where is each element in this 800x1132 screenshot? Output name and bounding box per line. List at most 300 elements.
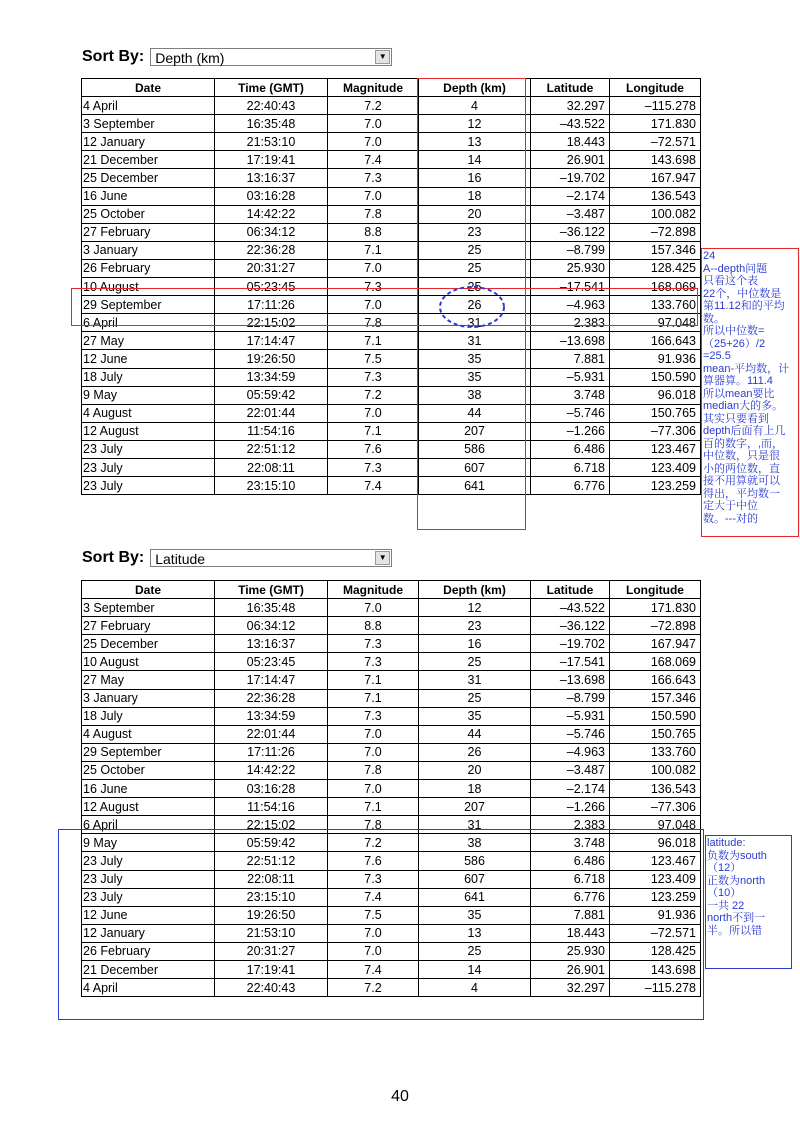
table-row (82, 725, 701, 743)
table-cell: 22:51:12 (215, 852, 328, 870)
table-cell: 13:34:59 (215, 368, 328, 386)
table-cell: 7.3 (328, 169, 419, 187)
table-cell: 166.643 (610, 332, 701, 350)
table-cell: 7.1 (328, 332, 419, 350)
table-cell: 22:51:12 (215, 440, 328, 458)
table-cell: 25.930 (531, 942, 610, 960)
header-row (82, 581, 701, 599)
note-line: depth后面有上几 (703, 425, 786, 437)
table-cell: 29 September (82, 296, 215, 314)
note-line: 一共 22 (707, 899, 745, 912)
table-cell: 17:14:47 (215, 671, 328, 689)
table-cell: 91.936 (610, 350, 701, 368)
table-cell: –5.746 (531, 404, 610, 422)
table-cell: 97.048 (610, 314, 701, 332)
table-cell: 16 June (82, 780, 215, 798)
table-cell: 6.486 (531, 440, 610, 458)
table-cell: 23 July (82, 477, 215, 495)
table-cell: 14 (419, 151, 531, 169)
table-cell: 16 June (82, 187, 215, 205)
table-cell: 96.018 (610, 386, 701, 404)
table-cell: 16 (419, 169, 531, 187)
table-cell: 17:11:26 (215, 296, 328, 314)
table-cell: 12 August (82, 422, 215, 440)
table-cell: 18 (419, 780, 531, 798)
table-cell: 157.346 (610, 689, 701, 707)
table-cell: 17:19:41 (215, 960, 328, 978)
table-cell: 12 June (82, 350, 215, 368)
table-cell: –19.702 (531, 169, 610, 187)
table-row (82, 404, 701, 422)
table-cell: 23 (419, 617, 531, 635)
table-cell: 21:53:10 (215, 133, 328, 151)
table-cell: 7.2 (328, 97, 419, 115)
table-cell: 16:35:48 (215, 599, 328, 617)
table-cell: 26 February (82, 942, 215, 960)
table-cell: 26.901 (531, 151, 610, 169)
table-cell: 7.3 (328, 278, 419, 296)
table-cell: 23 July (82, 440, 215, 458)
table-cell: 25.930 (531, 259, 610, 277)
table-cell: 10 August (82, 653, 215, 671)
table-cell: –8.799 (531, 689, 610, 707)
note-line: 24 (703, 250, 716, 262)
table-cell: –4.963 (531, 743, 610, 761)
table-cell: 23 July (82, 870, 215, 888)
table-cell: –72.571 (610, 924, 701, 942)
table-cell: –115.278 (610, 97, 701, 115)
column-header: Time (GMT) (215, 581, 328, 599)
table-cell: 6 April (82, 816, 215, 834)
table-cell: –19.702 (531, 635, 610, 653)
table-cell: 6 April (82, 314, 215, 332)
table-cell: 3 January (82, 241, 215, 259)
dropdown-arrow-icon[interactable]: ▼ (375, 50, 390, 64)
median-rows-highlight (71, 288, 698, 326)
table-cell: 44 (419, 404, 531, 422)
table-cell: 7.3 (328, 653, 419, 671)
table-cell: 7.0 (328, 404, 419, 422)
depth-median-note (701, 248, 799, 537)
table-cell: 3 September (82, 599, 215, 617)
table-cell: 22:15:02 (215, 314, 328, 332)
table-cell: 12 (419, 599, 531, 617)
header-row (82, 79, 701, 97)
table-cell: 32.297 (531, 97, 610, 115)
note-line: 只看这个表 (703, 275, 758, 287)
table-cell: –3.487 (531, 205, 610, 223)
table-cell: 25 October (82, 205, 215, 223)
table-cell: 17:19:41 (215, 151, 328, 169)
table-cell: –5.746 (531, 725, 610, 743)
table-cell: –43.522 (531, 599, 610, 617)
note-line: 数。---对的 (703, 512, 758, 525)
table-cell: 7.0 (328, 187, 419, 205)
north-rows-highlight (58, 829, 704, 1020)
table-cell: 16 (419, 635, 531, 653)
earthquake-table-by-depth (81, 78, 701, 495)
table-cell: 123.409 (610, 870, 701, 888)
table-cell: 13:16:37 (215, 635, 328, 653)
note-line: （12） (707, 862, 742, 874)
table-cell: 3.748 (531, 834, 610, 852)
table-cell: –17.541 (531, 653, 610, 671)
median-values-circle (437, 284, 507, 330)
table-cell: 7.6 (328, 852, 419, 870)
table-cell: 31 (419, 314, 531, 332)
note-line: median大的多。 (703, 400, 784, 412)
table-cell: 150.765 (610, 725, 701, 743)
column-header: Longitude (610, 581, 701, 599)
table-cell: 14 (419, 960, 531, 978)
table-cell: –72.898 (610, 617, 701, 635)
table-cell: 7.0 (328, 296, 419, 314)
column-header: Depth (km) (419, 79, 531, 97)
column-header: Time (GMT) (215, 79, 328, 97)
table-cell: 123.467 (610, 440, 701, 458)
table-cell: 31 (419, 671, 531, 689)
table-cell: 7.0 (328, 780, 419, 798)
table-cell: 7.1 (328, 798, 419, 816)
table-cell: 25 December (82, 169, 215, 187)
table-cell: –77.306 (610, 422, 701, 440)
table-cell: 13:16:37 (215, 169, 328, 187)
table-cell: 18 July (82, 368, 215, 386)
table-cell: 207 (419, 798, 531, 816)
table-cell: 7.3 (328, 368, 419, 386)
table-cell: 7.4 (328, 960, 419, 978)
table-cell: 27 May (82, 671, 215, 689)
note-line: 小的两位数，直 (703, 462, 780, 475)
table-row (82, 689, 701, 707)
table-cell: 20:31:27 (215, 259, 328, 277)
table-cell: 06:34:12 (215, 617, 328, 635)
column-header: Magnitude (328, 79, 419, 97)
table-cell: –36.122 (531, 617, 610, 635)
table-cell: –72.898 (610, 223, 701, 241)
note-line: 算器算。111.4 (703, 375, 773, 387)
table-cell: 32.297 (531, 979, 610, 997)
table-row (82, 599, 701, 617)
note-line: （10） (707, 887, 742, 899)
table-cell: 7.3 (328, 635, 419, 653)
table-cell: 22:36:28 (215, 241, 328, 259)
table-cell: –77.306 (610, 798, 701, 816)
table-cell: 22:08:11 (215, 870, 328, 888)
table-cell: 7.1 (328, 422, 419, 440)
table-row (82, 241, 701, 259)
table-cell: 100.082 (610, 205, 701, 223)
table-cell: 18 July (82, 707, 215, 725)
note-line: =25.5 (703, 350, 731, 362)
table-cell: 29 September (82, 743, 215, 761)
table-cell: 586 (419, 852, 531, 870)
table-cell: 7.0 (328, 599, 419, 617)
table-cell: 23 July (82, 458, 215, 476)
table-cell: 607 (419, 870, 531, 888)
table-cell: 7.0 (328, 133, 419, 151)
table-cell: 31 (419, 332, 531, 350)
table-cell: 22:36:28 (215, 689, 328, 707)
table-row (82, 798, 701, 816)
column-header: Depth (km) (419, 581, 531, 599)
table-cell: 7.8 (328, 761, 419, 779)
table-cell: 136.543 (610, 780, 701, 798)
table-cell: 7.3 (328, 458, 419, 476)
sort-label: Sort By: (82, 48, 145, 65)
table-cell: 7.0 (328, 725, 419, 743)
sort-bar-latitude (82, 549, 392, 567)
table-cell: 123.259 (610, 477, 701, 495)
table-cell: 136.543 (610, 187, 701, 205)
table-cell: 100.082 (610, 761, 701, 779)
table-cell: 27 February (82, 223, 215, 241)
note-line: latitude: (707, 837, 746, 849)
table-cell: 22:01:44 (215, 725, 328, 743)
table-cell: 22:01:44 (215, 404, 328, 422)
table-cell: –1.266 (531, 798, 610, 816)
table-cell: 7.1 (328, 689, 419, 707)
table-cell: 14:42:22 (215, 205, 328, 223)
table-cell: –2.174 (531, 780, 610, 798)
note-line: A--depth问题 (703, 262, 768, 275)
table-cell: 23 July (82, 888, 215, 906)
table-cell: 18.443 (531, 133, 610, 151)
table-cell: –8.799 (531, 241, 610, 259)
table-cell: 22:40:43 (215, 979, 328, 997)
table-cell: 6.776 (531, 477, 610, 495)
table-cell: 6.718 (531, 870, 610, 888)
table-cell: 20 (419, 761, 531, 779)
table-cell: 38 (419, 386, 531, 404)
table-cell: –115.278 (610, 979, 701, 997)
table-cell: 171.830 (610, 115, 701, 133)
table-cell: 21:53:10 (215, 924, 328, 942)
table-cell: 7.0 (328, 942, 419, 960)
table-cell: 3.748 (531, 386, 610, 404)
table-cell: –3.487 (531, 761, 610, 779)
table-row (82, 115, 701, 133)
table-cell: 23 July (82, 852, 215, 870)
table-cell: 7.8 (328, 816, 419, 834)
table-cell: 641 (419, 477, 531, 495)
table-cell: 128.425 (610, 942, 701, 960)
table-cell: 133.760 (610, 743, 701, 761)
table-cell: 12 June (82, 906, 215, 924)
table-cell: –36.122 (531, 223, 610, 241)
note-line: mean-平均数，计 (703, 362, 790, 375)
sort-select-value: Latitude (155, 551, 206, 567)
table-cell: 8.8 (328, 617, 419, 635)
table-row (82, 350, 701, 368)
note-line: 负数为south (707, 849, 767, 862)
table-cell: 6.776 (531, 888, 610, 906)
column-header: Longitude (610, 79, 701, 97)
table-row (82, 187, 701, 205)
note-line: 所以mean要比 (703, 387, 775, 400)
column-header: Latitude (531, 79, 610, 97)
table-cell: 17:14:47 (215, 332, 328, 350)
table-cell: 06:34:12 (215, 223, 328, 241)
table-row (82, 97, 701, 115)
table-cell: 171.830 (610, 599, 701, 617)
table-cell: 23:15:10 (215, 888, 328, 906)
table-cell: 26 February (82, 259, 215, 277)
table-cell: 91.936 (610, 906, 701, 924)
table-row (82, 259, 701, 277)
table-cell: 25 (419, 259, 531, 277)
dropdown-arrow-icon[interactable]: ▼ (375, 551, 390, 565)
note-line: 半。所以错 (707, 924, 762, 937)
table-row (82, 477, 701, 495)
table-cell: 31 (419, 816, 531, 834)
table-cell: 14:42:22 (215, 761, 328, 779)
table-cell: 26 (419, 743, 531, 761)
table-cell: 3 September (82, 115, 215, 133)
table-cell: 13 (419, 133, 531, 151)
table-cell: 123.409 (610, 458, 701, 476)
table-cell: 7.2 (328, 386, 419, 404)
table-cell: 20:31:27 (215, 942, 328, 960)
table-cell: 4 August (82, 404, 215, 422)
table-cell: 2.383 (531, 816, 610, 834)
note-line: 定大于中位 (703, 500, 758, 512)
table-cell: 6.486 (531, 852, 610, 870)
table-row (82, 671, 701, 689)
table-cell: 7.0 (328, 924, 419, 942)
table-cell: 18.443 (531, 924, 610, 942)
table-cell: 11:54:16 (215, 798, 328, 816)
table-cell: 25 (419, 942, 531, 960)
table-cell: 8.8 (328, 223, 419, 241)
table-cell: –4.963 (531, 296, 610, 314)
table-cell: 23:15:10 (215, 477, 328, 495)
column-header: Date (82, 79, 215, 97)
table-cell: 05:23:45 (215, 278, 328, 296)
table-cell: 13:34:59 (215, 707, 328, 725)
note-line: 百的数字，,而， (703, 437, 784, 450)
table-cell: 167.947 (610, 635, 701, 653)
table-cell: 3 January (82, 689, 215, 707)
table-cell: 7.5 (328, 906, 419, 924)
note-line: north不到一 (707, 912, 766, 924)
table-cell: 9 May (82, 386, 215, 404)
table-cell: 7.8 (328, 314, 419, 332)
table-cell: 16:35:48 (215, 115, 328, 133)
table-cell: –17.541 (531, 278, 610, 296)
table-cell: 150.590 (610, 707, 701, 725)
table-cell: 38 (419, 834, 531, 852)
table-cell: 21 December (82, 151, 215, 169)
table-cell: 7.2 (328, 979, 419, 997)
table-cell: 25 (419, 653, 531, 671)
table-cell: –5.931 (531, 368, 610, 386)
note-line: 正数为north (707, 874, 766, 887)
table-cell: 7.4 (328, 151, 419, 169)
table-cell: 641 (419, 888, 531, 906)
table-cell: 25 December (82, 635, 215, 653)
table-cell: 7.1 (328, 241, 419, 259)
table-cell: 128.425 (610, 259, 701, 277)
table-row (82, 133, 701, 151)
table-cell: 7.8 (328, 205, 419, 223)
table-cell: 35 (419, 707, 531, 725)
table-cell: 12 January (82, 924, 215, 942)
table-cell: 11:54:16 (215, 422, 328, 440)
table-cell: 168.069 (610, 278, 701, 296)
table-row (82, 205, 701, 223)
table-row (82, 761, 701, 779)
table-cell: 96.018 (610, 834, 701, 852)
table-cell: 05:59:42 (215, 834, 328, 852)
column-header: Date (82, 581, 215, 599)
table-cell: 25 (419, 241, 531, 259)
table-row (82, 332, 701, 350)
table-cell: 7.881 (531, 906, 610, 924)
sort-select-latitude[interactable] (150, 549, 392, 567)
table-cell: 6.718 (531, 458, 610, 476)
table-cell: 25 (419, 689, 531, 707)
sort-label: Sort By: (82, 549, 145, 566)
table-cell: 35 (419, 368, 531, 386)
note-line: 得出，平均数一 (703, 487, 780, 500)
table-row (82, 223, 701, 241)
sort-select-depth[interactable] (150, 48, 392, 66)
table-cell: –72.571 (610, 133, 701, 151)
table-cell: 7.4 (328, 888, 419, 906)
table-cell: 123.259 (610, 888, 701, 906)
note-line: （25+26）/2 (703, 337, 766, 350)
page-number: 40 (391, 1088, 409, 1105)
table-cell: 97.048 (610, 816, 701, 834)
table-cell: 03:16:28 (215, 780, 328, 798)
table-cell: 150.590 (610, 368, 701, 386)
table-row (82, 440, 701, 458)
table-cell: –43.522 (531, 115, 610, 133)
latitude-note (705, 835, 792, 969)
table-cell: 20 (419, 205, 531, 223)
table-cell: 10 August (82, 278, 215, 296)
table-cell: 13 (419, 924, 531, 942)
table-cell: 7.4 (328, 477, 419, 495)
column-header: Latitude (531, 581, 610, 599)
table-row (82, 780, 701, 798)
note-line: 所以中位数= (703, 325, 765, 337)
table-cell: –5.931 (531, 707, 610, 725)
table-cell: 7.881 (531, 350, 610, 368)
table-row (82, 458, 701, 476)
note-line: 接不用算就可以 (703, 475, 780, 487)
note-line: 第11.12和的平均 (703, 300, 785, 312)
table-cell: 27 February (82, 617, 215, 635)
table-row (82, 653, 701, 671)
sort-select-value: Depth (km) (155, 50, 225, 66)
table-cell: 7.0 (328, 259, 419, 277)
table-row (82, 169, 701, 187)
table-cell: 167.947 (610, 169, 701, 187)
table-cell: 7.2 (328, 834, 419, 852)
table-cell: 7.5 (328, 350, 419, 368)
table-cell: 7.6 (328, 440, 419, 458)
table-cell: 7.3 (328, 870, 419, 888)
table-cell: 21 December (82, 960, 215, 978)
table-cell: 22:40:43 (215, 97, 328, 115)
table-cell: 4 April (82, 97, 215, 115)
table-cell: 4 (419, 97, 531, 115)
table-cell: 18 (419, 187, 531, 205)
table-cell: 7.0 (328, 743, 419, 761)
note-line: 数。 (703, 312, 725, 325)
